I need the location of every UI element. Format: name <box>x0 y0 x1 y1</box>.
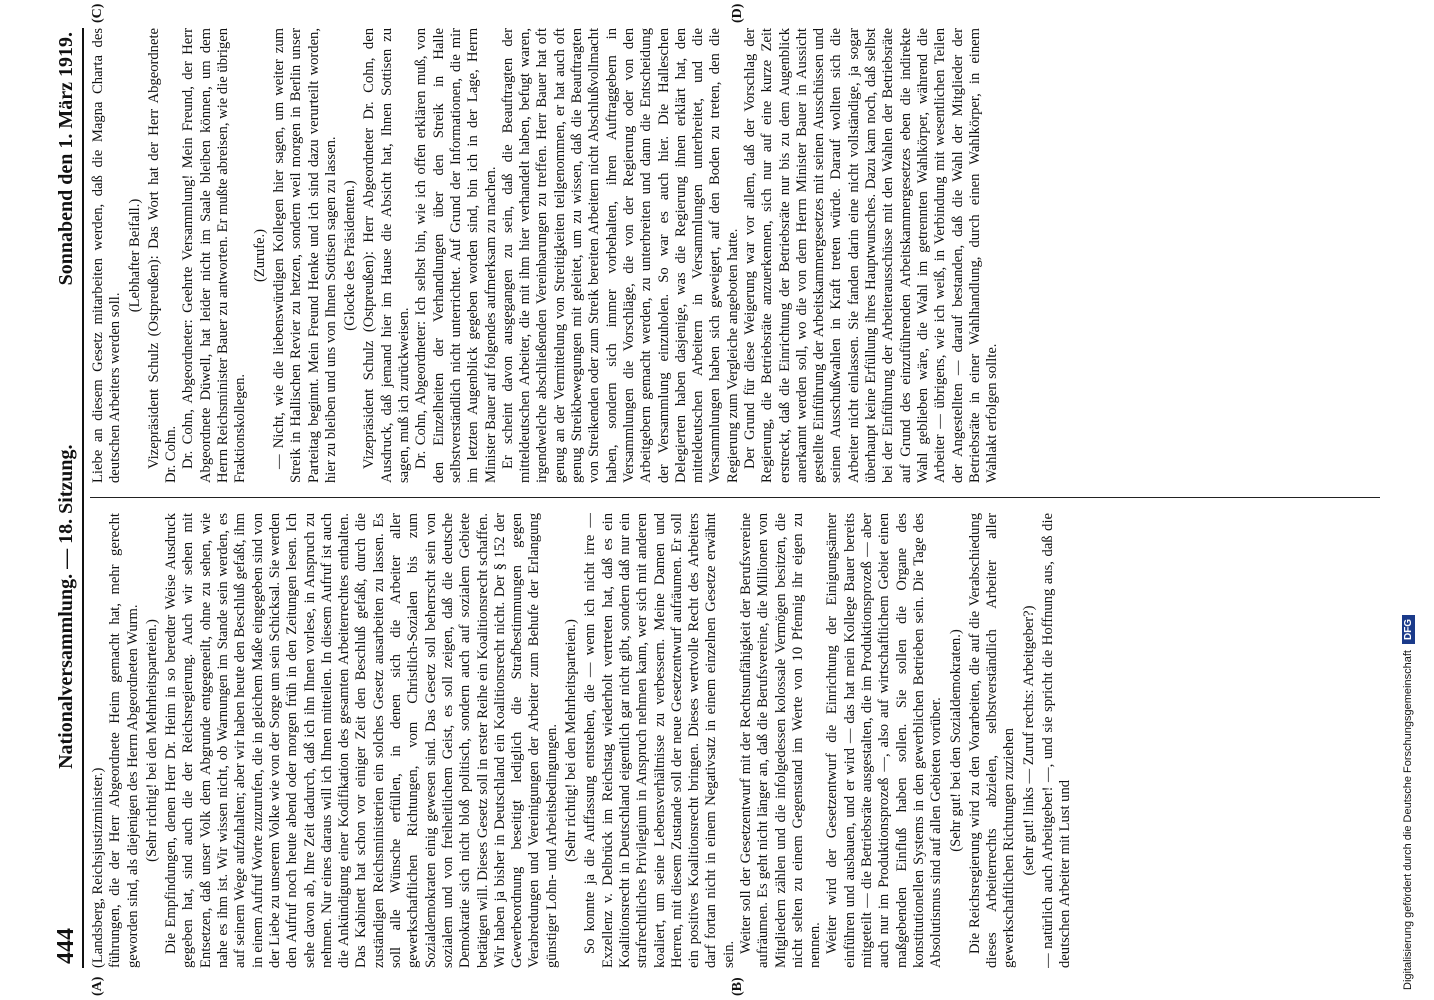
margin-mark-a: (A) <box>90 976 105 996</box>
paragraph: So konnte ja die Auffassung entstehen, die — wenn ich nicht irre — Exzellenz v. Delbrück im Reichstag wiederholt vertreten hat, daß es ein Koalitionsrecht in Deutschland eigentlich gar nicht gibt, sondern daß nur ein strafrechtliches Privilegium in Anspruch nehmen kann, wer sich mit anderen koaliert, um seine Lebensverhältnisse zu verbessern. Meine Damen und Herren, mit diesem Zustande soll der neue Gesetzentwurf aufräumen. Er soll ein positives Koalitionsrecht bringen. Dieses wertvolle Recht des Arbeiters darf fortan nicht in einem Negativsatz in einem einzelnen Gesetze erwähnt sein. <box>582 513 737 968</box>
paragraph: Liebe an diesem Gesetz mitarbeiten werden, daß die Magna Charta des deutschen Arbeiters werden soll. <box>90 28 124 483</box>
credit-text: Digitalisierung gefördert durch die Deutsche Forschungsgemeinschaft <box>1402 650 1414 990</box>
paragraph: Weiter wird der Gesetzentwurf die Einrichtung der Einigungsämter einführen und ausbauen, und er wird — das hat mein Kollege Bauer bereits mitgeteilt — die Betriebsräte ausgestalten, die im Produktionsprozeß — aber auch nur im Produktionsprozeß —, also auf wirtschaftlichem Gebiet einen maßgebenden Einfluß haben sollen. Sie sollen die Organe des konstitutionellen Systems in den gewerblichen Betrieben sein. Die Tage des Absolutismus sind auf allen Gebieten vorüber. <box>824 513 945 968</box>
header-title-right: Sonnabend den 1. März 1919. <box>54 32 77 286</box>
paragraph: Weiter soll der Gesetzentwurf mit der Rechtsunfähigkeit der Berufsvereine aufräumen. Es geht nicht länger an, daß die Berufsvereine, die Millionen von Mitgliedern zählen und die infolgedessen kolossale Vermögen besitzen, die nicht selten zu einem Gegenstand im Werte von 10 Pfennig ihr eigen zu nennen. <box>737 513 824 968</box>
margin-mark-c: (C) <box>90 3 105 23</box>
paragraph: Dr. Cohn, Abgeordneter: Geehrte Versammlung! Mein Freund, der Herr Abgeordnete Düwell, hat leider nicht im Saale bleiben können, um dem Herrn Reichsminister Bauer zu antworten. Er mußte abreisen, wie die übrigen Fraktionskollegen. <box>180 28 249 483</box>
interjection-text: (Sehr richtig! bei den Mehrheitsparteien.) <box>143 619 160 862</box>
interjection-text: (Zurufe.) <box>251 228 268 283</box>
interjection-text: (Sehr richtig! bei den Mehrheitsparteien.) <box>563 619 580 862</box>
digitization-credit <box>1400 10 1416 990</box>
page-number: 444 <box>52 928 79 964</box>
paragraph: Dr. Cohn, Abgeordneter: Ich selbst bin, wie ich offen erklären muß, von den Einzelheiten der Verhandlungen über den Streik in Halle selbstverständlich nicht unterrichtet. Auf Grund der Informationen, die mir im letzten Augenblick gegeben worden sind, bin ich in der Lage, Herrn Minister Bauer auf folgendes aufmerksam zu machen. <box>413 28 499 483</box>
rotated-page <box>50 3 1395 996</box>
right-column <box>90 28 1380 483</box>
paragraph: Er scheint davon ausgegangen zu sein, daß die Beauftragten der mitteldeutschen Arbeiter, die mit ihm hier verhandelt haben, befugt waren, irgendwelche abschließenden Vereinbarungen zu treffen. Herr Bauer hat oft genug an der Vermittelung von Streitigkeiten teilgenommen, er hat auch oft genug Streikbewegungen mit geleitet, um zu wissen, daß die Beauftragten von Streikenden oder zum Streik bereiten Arbeitern nicht Abschlußvollmacht haben, sondern sich immer vorbehalten, ihren Auftraggebern in Versammlungen die Vorschläge, die von der Regierung oder von den Arbeitgebern gemacht werden, zu unterbreiten und dann die Entscheidung der Versammlung einzuholen. So war es auch hier. Die Halleschen Delegierten haben dasjenige, was die Regierung ihnen erklärt hat, den mitteldeutschen Arbeitern in Versammlungen unterbreitet, und die Versammlungen haben sich geweigert, auf den Boden zu treten, den die Regierung zum Vergleiche angeboten hatte. <box>499 28 741 483</box>
dfg-logo: DFG <box>1402 615 1415 644</box>
interjection-text: (sehr gut! links — Zuruf rechts: Arbeitgeber?) <box>1020 605 1037 876</box>
paragraph: führungen, die der Herr Abgeordnete Heim gemacht hat, mehr gerecht geworden sind, als diejenigen des Herrn Abgeordneten Wurm. <box>107 513 141 968</box>
interjection-text: (Glocke des Präsidenten.) <box>342 180 359 331</box>
margin-mark-d: (D) <box>730 3 745 23</box>
interjection-text: (Sehr gut! bei den Sozialdemokraten.) <box>947 629 964 852</box>
paragraph: — natürlich auch Arbeitgeber! —, und sie spricht die Hoffnung aus, daß die deutschen Arbeiter mit Lust und <box>1040 513 1074 968</box>
margin-mark-b: (B) <box>730 977 745 996</box>
interjection-text: (Lebhafter Beifall.) <box>126 198 143 313</box>
header-title-left: Nationalversammlung. — 18. Sitzung. <box>54 444 77 769</box>
paragraph: Die Reichsregierung wird zu den Vorarbeiten, die auf die Verabschiedung dieses Arbeiterrechts abzielen, selbstverständlich Arbeiter aller gewerkschaftlichen Richtungen zuziehen <box>966 513 1018 968</box>
column-divider <box>90 497 1380 498</box>
paragraph: — Nicht, wie die liebenswürdigen Kollegen hier sagen, um weiter zum Streik in Hallischen Revier zu hetzen, sondern weil morgen in Berlin unser Parteitag beginnt. Mein Freund Henke und ich sind dazu verurteilt worden, hier zu bleiben und uns von Ihnen Sottisen sagen zu lassen. <box>270 28 339 483</box>
paragraph: Die Empfindungen, denen Herr Dr. Heim in so beredter Weise Ausdruck gegeben hat, sind auch die der Reichsregierung. Auch wir sehen mit Entsetzen, daß unser Volk dem Abgrunde entgegeneilt, ohne zu sehen, wie nahe es ihm ist. Wir wissen nicht, ob Warnungen im Stande sein werden, es auf seinem Wege aufzuhalten; aber wir haben heute den Beschluß gefaßt, ihm in einem Aufruf Worte zuzurufen, die in gleichem Maße eingegeben sind von der Liebe zu unserem Volke wie von der Sorge um sein Schicksal. Sie werden den Aufruf noch heute abend oder morgen früh in den Zeitungen lesen. Ich sehe davon ab, Ihre Zeit dadurch, daß ich ihn Ihnen vorlese, in Anspruch zu nehmen. Nur eines daraus will ich Ihnen mitteilen. In diesem Aufruf ist auch die Ankündigung einer Kodifikation des gesamten Arbeiterrechtes enthalten. Das Kabinett hat schon vor einiger Zeit den Beschluß gefaßt, durch die zuständigen Reichsministerien ein solches Gesetz ausarbeiten zu lassen. Es soll alle Wünsche erfüllen, in denen sich die Arbeiter aller gewerkschaftlichen Richtungen, vom Christlich-Sozialen bis zum Sozialdemokraten einig gewesen sind. Das Gesetz soll beherrscht sein von sozialem und von freiheitlichem Geist, es soll zeigen, daß die deutsche Demokratie sich nicht bloß politisch, sondern auch auf sozialem Gebiete betätigen will. Dieses Gesetz soll in erster Reihe ein Koalitionsrecht schaffen. Wir haben ja bisher in Deutschland ein Koalitionsrecht nicht. Der § 152 der Gewerbeordnung beseitigt lediglich die Strafbestimmungen gegen Verabredungen und Vereinigungen der Arbeiter zum Behufe der Erlangung günstiger Lohn- und Arbeitsbedingungen. <box>163 513 560 968</box>
paragraph: Der Grund für diese Weigerung war vor allem, daß der Vorschlag der Regierung, die Betriebsräte anzuerkennen, sich nur auf eine kurze Zeit erstreckt, daß die Einrichtung der Betriebsräte nur bis zu dem Augenblick anerkannt werden soll, wo die von dem Herrn Minister Bauer in Aussicht gestellte Einführung der Arbeitskammergesetzes mit seinen Ausschüssen und seinen Ausschußwahlen in Kraft treten würde. Darauf wollten sich die Arbeiter nicht einlassen. Sie fanden darin eine nicht vollständige, ja sogar überhaupt keine Erfüllung ihres Hauptwunsches. Dazu kam noch, daß selbst bei der Einführung der Arbeiterausschüsse mit den Wahlen der Betriebsräte auf Grund des einzuführenden Arbeitskammergesetzes eben die indirekte Wahl geblieben wäre, die Wahl im getrennten Wahlkörper, während die Arbeiter — übrigens, wie ich weiß, in Verbindung mit wesentlichen Teilen der Angestellten — darauf bestanden, daß die Wahl der Mitglieder der Betriebsräte in einer Wahlhandlung, durch einen Wahlkörper, in einem Wahlakt erfolgen sollte. <box>741 28 1001 483</box>
left-column <box>90 513 1380 968</box>
paragraph: Vizepräsident Schulz (Ostpreußen): Herr Abgeordneter Dr. Cohn, den Ausdruck, daß jemand hier im Hause die Absicht hat, Ihnen Sottisen zu sagen, muß ich zurückweisen. <box>361 28 413 483</box>
paragraph: (Landsberg, Reichsjustizminister.) <box>90 767 106 968</box>
paragraph: Vizepräsident Schulz (Ostpreußen): Das Wort hat der Herr Abgeordnete Dr. Cohn. <box>145 28 180 483</box>
page-header <box>50 28 84 968</box>
